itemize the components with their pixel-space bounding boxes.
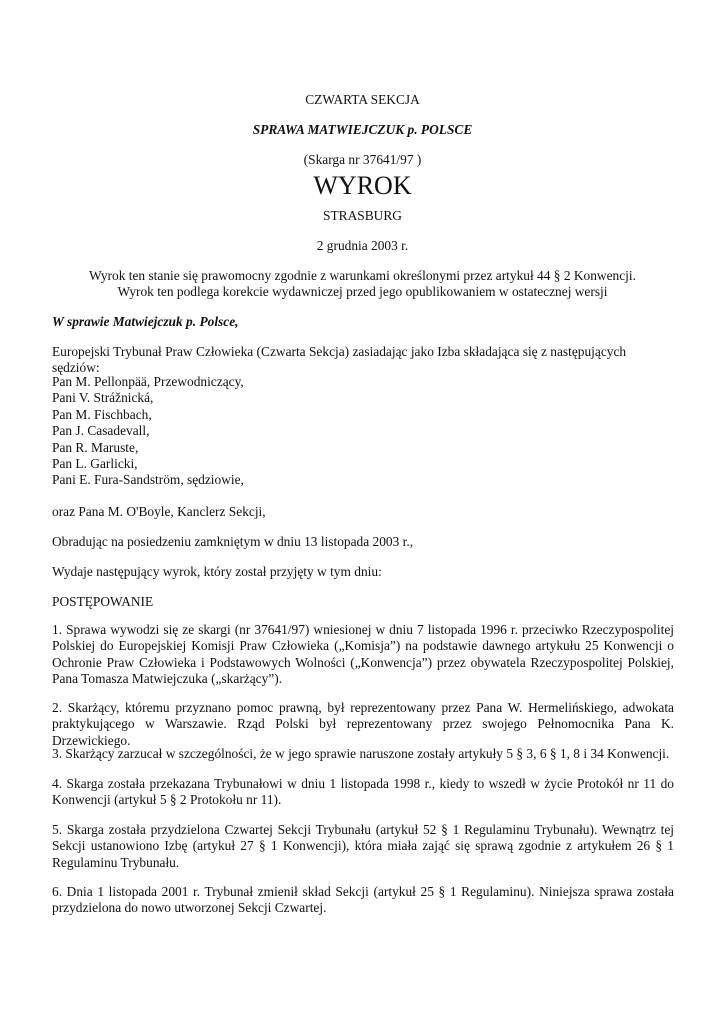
judge-entry: Pan L. Garlicki, [52,455,138,471]
section-heading: CZWARTA SEKCJA [305,92,420,107]
judge-entry: Pan M. Fischbach, [52,406,152,422]
registrar-line: oraz Pana M. O'Boyle, Kanclerz Sekcji, [52,504,266,519]
paragraph-3: 3. Skarżący zarzucał w szczególności, że w jego sprawie naruszone zostały artykuły 5 § 3, 6 § 1, 8 i 34 Konwencji. [52,746,670,761]
case-heading: W sprawie Matwiejczuk p. Polsce, [52,314,239,329]
deliberation-line: Obradując na posiedzeniu zamkniętym w dniu 13 listopada 2003 r., [52,534,414,549]
place: STRASBURG [323,208,402,223]
application-number: (Skarga nr 37641/97 ) [303,152,422,167]
paragraph-1: 1. Sprawa wywodzi się ze skargi (nr 37641/97) wniesionej w dniu 7 listopada 1996 r. przeciwko Rzeczypospolitej Polskiej do Europejskiej Komisji Praw Człowieka („Komisja”) na podstawie dawnego artykułu 25 Konwencji o Ochronie Praw Człowieka i Podstawowych Wolności („Konwencja”) przez obywatela Rzeczypospolitej Polskiej, Pana Tomasza Matwiejczuka („skarżący”). [52,622,674,687]
judge-entry: Pani V. Strážnická, [52,390,154,406]
judge-entry: Pan J. Casadevall, [52,423,150,439]
paragraph-6: 6. Dnia 1 listopada 2001 r. Trybunał zmienił skład Sekcji (artykuł 25 § 1 Regulaminu). Niniejsza sprawa została przydzielona do nowo utworzonej Sekcji Czwartej. [52,884,674,916]
court-intro: Europejski Trybunał Praw Człowieka (Czwarta Sekcja) zasiadając jako Izba składająca się z następujących sędziów: [52,344,627,376]
paragraph-2: 2. Skarżący, któremu przyznano pomoc prawną, był reprezentowany przez Pana W. Hermelińskiego, adwokata praktykującego w Warszawie. Rząd Polski był reprezentowany przez swojego Pełnomocnika Pana K. Drzewickiego. [52,700,674,748]
judge-entry: Pan R. Maruste, [52,439,139,455]
paragraph-4: 4. Skarga została przekazana Trybunałowi w dniu 1 listopada 1998 r., kiedy to wszedł w życie Protokół nr 11 do Konwencji (artykuł 5 § 2 Protokołu nr 11). [52,776,674,808]
delivers-line: Wydaje następujący wyrok, który został przyjęty w tym dniu: [52,564,382,579]
paragraph-5: 5. Skarga została przydzielona Czwartej Sekcji Trybunału (artykuł 52 § 1 Regulaminu Trybunału). Wewnątrz tej Sekcji ustanowiono Izbę (artykuł 27 § 1 Konwencji), która miała zająć się sprawą zgodnie z artykułem 26 § 1 Regulaminu Trybunału. [52,822,674,870]
judges-list [52,374,674,489]
judgment-date: 2 grudnia 2003 r. [316,238,409,253]
procedure-heading: POSTĘPOWANIE [52,594,154,609]
document-type: WYROK [313,171,412,200]
editorial-note: Wyrok ten podlega korekcie wydawniczej przed jego opublikowaniem w ostatecznej wersji [117,284,608,299]
case-title: SPRAWA MATWIEJCZUK p. POLSCE [252,122,473,137]
finality-note: Wyrok ten stanie się prawomocny zgodnie z warunkami określonymi przez artykuł 44 § 2 Konwencji. [89,268,636,283]
judge-entry: Pani E. Fura-Sandström, sędziowie, [52,472,244,488]
judge-entry: Pan M. Pellonpää, Przewodniczący, [52,374,244,389]
